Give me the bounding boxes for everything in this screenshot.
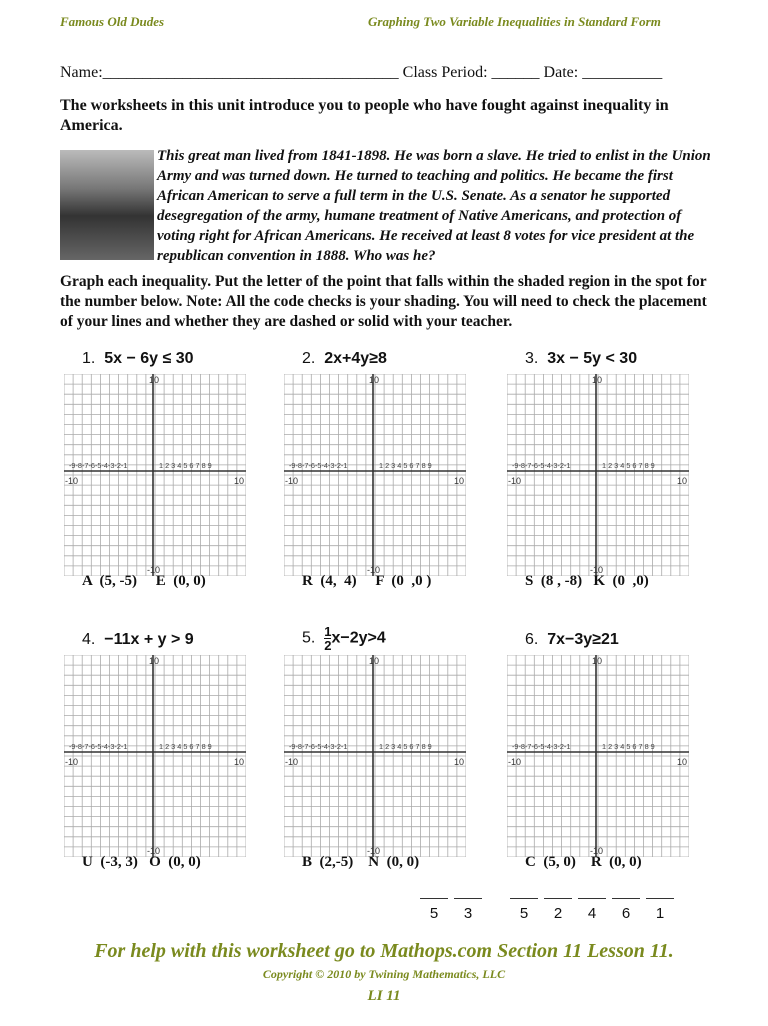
problem-number: 3.	[525, 350, 539, 367]
x-max-label: 10	[234, 757, 245, 767]
answer-number: 1	[655, 905, 665, 922]
problem-number: 5.	[302, 629, 316, 647]
footer	[0, 940, 768, 1005]
answer-blank[interactable]	[544, 898, 572, 922]
problem-expression: x−2y>4	[331, 629, 386, 647]
problem-number: 2.	[302, 350, 316, 367]
y-max-label: 10	[369, 375, 380, 385]
problem-number: 4.	[82, 631, 96, 648]
problem-4	[82, 631, 194, 649]
y-min-label: -10	[590, 846, 604, 856]
y-max-label: 10	[149, 375, 160, 385]
test-points: S (8 , -8) K (0 ,0)	[525, 573, 649, 589]
x-min-label: -10	[508, 476, 522, 486]
fraction-numerator: 1	[324, 624, 332, 639]
problem-number: 1.	[82, 350, 96, 367]
x-max-label: 10	[234, 476, 245, 486]
x-min-label: -10	[65, 476, 79, 486]
test-points: A (5, -5) E (0, 0)	[82, 573, 206, 589]
answer-blank[interactable]	[612, 898, 640, 922]
pos-tick-labels: 1 2 3 4 5 6 7 8 9	[159, 461, 212, 470]
answer-number: 5	[519, 905, 529, 922]
answer-number: 6	[621, 905, 631, 922]
x-min-label: -10	[65, 757, 79, 767]
neg-tick-labels: -9-8-7-6-5-4-3-2-1	[289, 742, 348, 751]
x-max-label: 10	[677, 476, 688, 486]
test-points: U (-3, 3) O (0, 0)	[82, 854, 201, 870]
pos-tick-labels: 1 2 3 4 5 6 7 8 9	[602, 461, 655, 470]
problem-expression: 3x − 5y < 30	[547, 350, 638, 367]
header-series: Famous Old Dudes	[60, 14, 165, 29]
name-line: Name:_____________________________________ Class Period: ______ Date: __________	[60, 64, 663, 81]
answer-blank[interactable]	[420, 898, 448, 922]
y-max-label: 10	[592, 375, 603, 385]
answer-number: 4	[587, 905, 597, 922]
neg-tick-labels: -9-8-7-6-5-4-3-2-1	[69, 461, 128, 470]
x-max-label: 10	[454, 476, 465, 486]
answer-number: 5	[429, 905, 439, 922]
answer-number: 3	[463, 905, 473, 922]
portrait-photo	[60, 150, 154, 260]
problem-expression: −11x + y > 9	[104, 631, 194, 648]
instructions: Graph each inequality. Put the letter of the point that falls within the shaded region in the spot for the number below. Note: All the code checks is your shading. You will need to check the placement of your lines and whether they are dashed or solid with your teacher.	[60, 273, 707, 330]
y-min-label: -10	[590, 565, 604, 575]
neg-tick-labels: -9-8-7-6-5-4-3-2-1	[69, 742, 128, 751]
x-max-label: 10	[677, 757, 688, 767]
problem-expression: 7x−3y≥21	[547, 631, 619, 648]
coordinate-grid[interactable]	[284, 374, 466, 576]
y-min-label: -10	[147, 565, 161, 575]
problem-number: 6.	[525, 631, 539, 648]
pos-tick-labels: 1 2 3 4 5 6 7 8 9	[379, 461, 432, 470]
neg-tick-labels: -9-8-7-6-5-4-3-2-1	[512, 742, 571, 751]
problem-expression: 2x+4y≥8	[324, 350, 387, 367]
answer-blank[interactable]	[510, 898, 538, 922]
y-max-label: 10	[369, 656, 380, 666]
problem-2	[302, 350, 387, 368]
x-max-label: 10	[454, 757, 465, 767]
coordinate-grid[interactable]	[507, 655, 689, 857]
problem-1	[82, 350, 194, 368]
intro-text: The worksheets in this unit introduce you to people who have fought against inequality in America.	[60, 97, 669, 134]
problem-expression: 5x − 6y ≤ 30	[104, 350, 194, 367]
y-max-label: 10	[592, 656, 603, 666]
header-title: Graphing Two Variable Inequalities in Standard Form	[368, 14, 661, 29]
pos-tick-labels: 1 2 3 4 5 6 7 8 9	[159, 742, 212, 751]
page-code: LI 11	[367, 988, 401, 1004]
x-min-label: -10	[285, 757, 299, 767]
fraction-denominator: 2	[324, 638, 332, 653]
problem-3	[525, 350, 637, 368]
test-points: B (2,-5) N (0, 0)	[302, 854, 420, 870]
coordinate-grid[interactable]	[64, 374, 246, 576]
answer-blank[interactable]	[454, 898, 482, 922]
answer-number: 2	[553, 905, 563, 922]
problem-6	[525, 631, 619, 649]
x-min-label: -10	[508, 757, 522, 767]
test-points: C (5, 0) R (0, 0)	[525, 854, 642, 870]
neg-tick-labels: -9-8-7-6-5-4-3-2-1	[289, 461, 348, 470]
biography-text: This great man lived from 1841-1898. He was born a slave. He tried to enlist in the Union Army and was turned down. He turned to teaching and politics. He became the first African American to serve a full term in the U.S. Senate. As a senator he supported desegregation of the army, humane treatment of Native Americans, and protection of voting right for African Americans. He received at least 8 votes for vice president at the republican convention in 1888. Who was he?	[157, 148, 711, 264]
help-text: For help with this worksheet go to Mathops.com Section 11 Lesson 11.	[94, 940, 674, 962]
y-min-label: -10	[367, 846, 381, 856]
answer-blank[interactable]	[646, 898, 674, 922]
coordinate-grid[interactable]	[507, 374, 689, 576]
y-min-label: -10	[367, 565, 381, 575]
problem-5	[302, 625, 386, 652]
y-min-label: -10	[147, 846, 161, 856]
neg-tick-labels: -9-8-7-6-5-4-3-2-1	[512, 461, 571, 470]
test-points: R (4, 4) F (0 ,0 )	[302, 573, 432, 589]
coordinate-grid[interactable]	[284, 655, 466, 857]
answer-blank[interactable]	[578, 898, 606, 922]
y-max-label: 10	[149, 656, 160, 666]
pos-tick-labels: 1 2 3 4 5 6 7 8 9	[602, 742, 655, 751]
coordinate-grid[interactable]	[64, 655, 246, 857]
x-min-label: -10	[285, 476, 299, 486]
pos-tick-labels: 1 2 3 4 5 6 7 8 9	[379, 742, 432, 751]
copyright: Copyright © 2010 by Twining Mathematics, LLC	[262, 967, 506, 981]
